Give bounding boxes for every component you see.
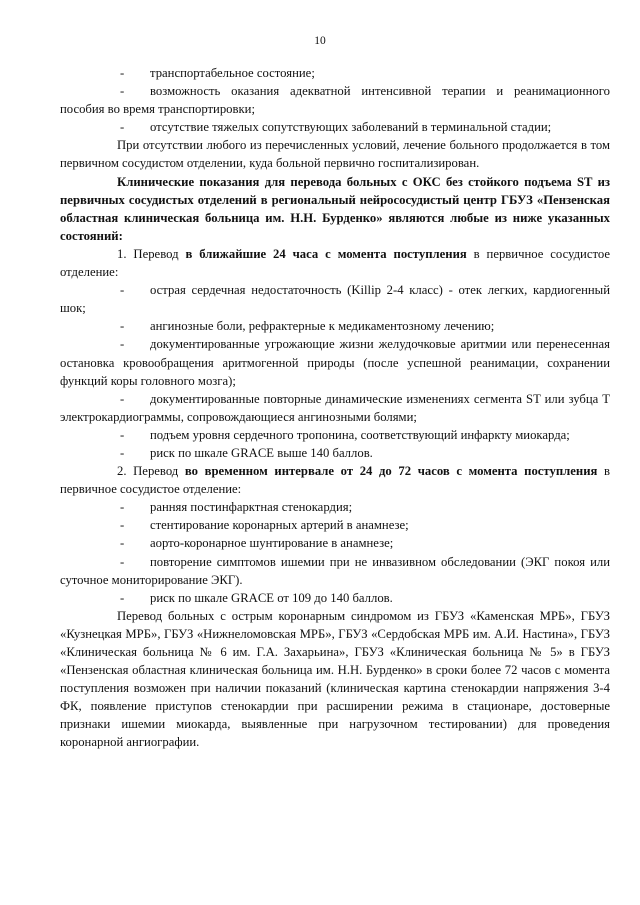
list-dash: - bbox=[120, 337, 125, 352]
list-item bbox=[60, 516, 610, 534]
list-item-text: возможность оказания адекватной интенсивной терапии и реанимационного пособия во время транспортировки; bbox=[60, 84, 610, 117]
list-item bbox=[60, 426, 610, 444]
list-item bbox=[60, 390, 610, 426]
list-dash: - bbox=[120, 391, 125, 406]
list-item-text: повторение симптомов ишемии при не инвазивном обследовании (ЭКГ покоя или суточное мониторирование ЭКГ). bbox=[60, 554, 610, 587]
list-item-text: транспортабельное состояние; bbox=[150, 66, 315, 80]
section-1-intro bbox=[60, 245, 610, 281]
list-dash: - bbox=[120, 319, 125, 334]
transport-conditions-list bbox=[60, 64, 610, 136]
urgent-indications-list bbox=[60, 281, 610, 462]
document-body bbox=[60, 64, 610, 752]
list-item bbox=[60, 553, 610, 589]
page-number: 10 bbox=[314, 35, 326, 47]
list-item bbox=[60, 498, 610, 516]
paragraph-no-transfer: При отсутствии любого из перечисленных условий, лечение больного продолжается в том первичном сосудистом отделении, куда больной первично госпитализирован. bbox=[60, 138, 610, 171]
list-item bbox=[60, 317, 610, 335]
section-2-suffix: в первичное сосудистое отделение: bbox=[60, 464, 610, 497]
list-item-text: документированные угрожающие жизни желудочковые аритмии или перенесенная остановка кровообращения аритмогенной природы (после успешной реанимации, сохранении функций коры головного мозга); bbox=[60, 337, 610, 388]
section-2-emphasis: во временном интервале от 24 до 72 часов с момента поступления bbox=[184, 464, 598, 479]
list-dash: - bbox=[120, 590, 125, 605]
list-item bbox=[60, 64, 610, 82]
section-1-suffix: в первичное сосудистое отделение: bbox=[60, 246, 610, 280]
paragraph-late-transfer: Перевод больных с острым коронарным синдромом из ГБУЗ «Каменская МРБ», ГБУЗ «Кузнецкая МРБ», ГБУЗ «Нижнеломовская МРБ», ГБУЗ «Сердобская МРБ им. А.И. Настина», ГБУЗ «Клиническая больница № 6 им. Г.А. Захарьина», ГБУЗ «Клиническая больница № 5» в ГБУЗ «Пензенская областная клиническая больница им. Н.Н. Бурденко» в сроки более 72 часов с момента поступления возможен при наличии показаний (клиническая картина стенокардии напряжения 3-4 ФК, появление приступов стенокардии при расширении режима в стационаре, достоверные признаки ишемии миокарда, выявленные при нагрузочном тестировании) для проведения коронарной ангиографии. bbox=[60, 608, 610, 750]
section-2-intro bbox=[60, 462, 610, 498]
list-item bbox=[60, 444, 610, 462]
list-item bbox=[60, 335, 610, 389]
list-item bbox=[60, 534, 610, 552]
list-item bbox=[60, 118, 610, 136]
list-item-text: подъем уровня сердечного тропонина, соответствующий инфаркту миокарда; bbox=[150, 427, 570, 442]
delayed-indications-list bbox=[60, 498, 610, 607]
list-dash: - bbox=[120, 120, 125, 135]
list-item bbox=[60, 589, 610, 607]
list-dash: - bbox=[120, 66, 125, 80]
list-dash: - bbox=[120, 84, 125, 99]
list-dash: - bbox=[120, 283, 125, 298]
section-heading: Клинические показания для перевода больных с ОКС без стойкого подъема ST из первичных сосудистых отделений в региональный нейрососудистый центр ГБУЗ «Пензенская областная клиническая больница им. Н.Н. Бурденко» являются любые из ниже указанных состояний: bbox=[60, 174, 610, 243]
list-item-text: отсутствие тяжелых сопутствующих заболеваний в терминальной стадии; bbox=[150, 120, 552, 135]
list-item-text: ангинозные боли, рефрактерные к медикаментозному лечению; bbox=[150, 319, 495, 334]
list-dash: - bbox=[120, 445, 125, 460]
list-dash: - bbox=[120, 427, 125, 442]
list-dash: - bbox=[120, 536, 125, 551]
section-2-prefix: 2. Перевод bbox=[117, 464, 185, 479]
list-item-text: аорто-коронарное шунтирование в анамнезе; bbox=[150, 536, 394, 551]
list-item-text: документированные повторные динамические изменениях сегмента ST или зубца T электрокардиограммы, сопровождающиеся ангинозными болями; bbox=[60, 391, 610, 424]
list-item-text: стентирование коронарных артерий в анамнезе; bbox=[150, 518, 409, 533]
list-dash: - bbox=[120, 554, 125, 569]
list-dash: - bbox=[120, 518, 125, 533]
list-item-text: ранняя постинфарктная стенокардия; bbox=[150, 500, 353, 515]
list-item bbox=[60, 281, 610, 317]
list-dash: - bbox=[120, 500, 125, 515]
section-1-prefix: 1. Перевод bbox=[117, 246, 186, 261]
list-item-text: острая сердечная недостаточность (Killip 2-4 класс) - отек легких, кардиогенный шок; bbox=[60, 283, 610, 316]
list-item-text: риск по шкале GRACE от 109 до 140 баллов. bbox=[150, 590, 393, 605]
list-item bbox=[60, 82, 610, 118]
section-1-emphasis: в ближайшие 24 часа с момента поступления bbox=[185, 246, 467, 261]
list-item-text: риск по шкале GRACE выше 140 баллов. bbox=[150, 445, 373, 460]
